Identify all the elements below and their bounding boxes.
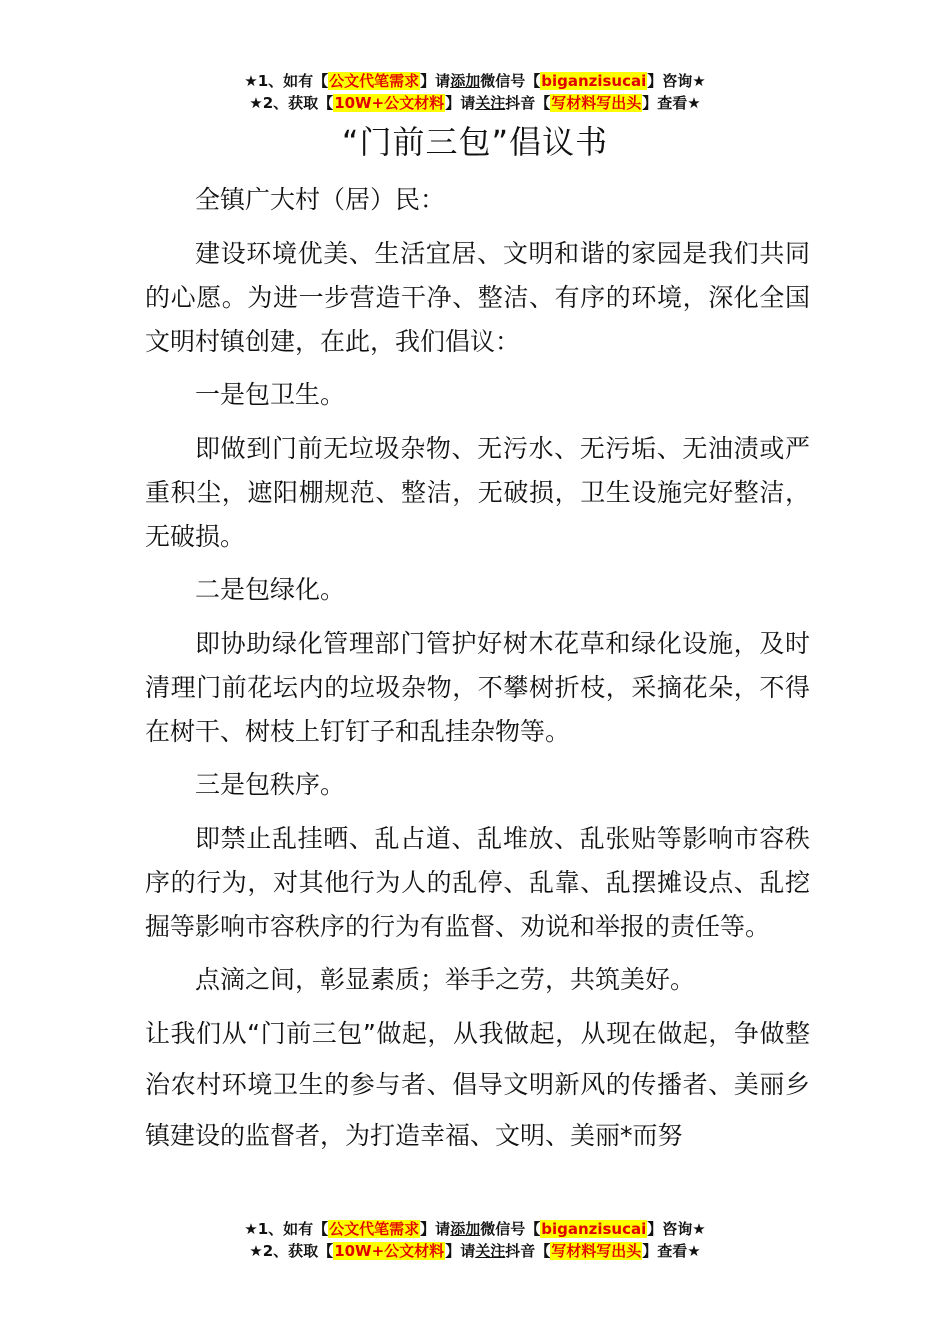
promo-highlight: 10W+公文材料: [334, 94, 445, 112]
item1-heading: 一是包卫生。: [195, 380, 346, 409]
promo-highlight: 10W+公文材料: [334, 1242, 445, 1260]
promo-highlight: biganzisucai: [541, 72, 647, 90]
item2-heading: 二是包绿化。: [195, 575, 346, 604]
promo-highlight: 写材料写出头: [551, 94, 642, 112]
promo-highlight: biganzisucai: [541, 1220, 647, 1238]
closing-paragraph: 让我们从“门前三包”做起，从我做起，从现在做起，争做整治农村环境卫生的参与者、倡导文明新风的传播者、美丽乡镇建设的监督者，为打造幸福、文明、美丽*而努: [145, 1019, 810, 1150]
promo-highlight: 公文代笔需求: [329, 72, 420, 90]
promo-line-2: ★2、获取【10W+公文材料】请关注抖音【写材料写出头】查看★: [249, 94, 701, 112]
item3-paragraph: 即禁止乱挂晒、乱占道、乱堆放、乱张贴等影响市容秩序的行为，对其他行为人的乱停、乱靠、乱摆摊设点、乱挖掘等影响市容秩序的行为有监督、劝说和举报的责任等。: [145, 824, 810, 941]
intro-paragraph: 建设环境优美、生活宜居、文明和谐的家园是我们共同的心愿。为进一步营造干净、整洁、有序的环境，深化全国文明村镇创建，在此，我们倡议：: [145, 239, 810, 356]
closing-slogan: 点滴之间，彰显素质；举手之劳，共筑美好。: [195, 965, 696, 994]
promo-highlight: 写材料写出头: [551, 1242, 642, 1260]
item1-paragraph: 即做到门前无垃圾杂物、无污水、无污垢、无油渍或严重积尘，遮阳棚规范、整洁，无破损，卫生设施完好整洁，无破损。: [145, 434, 810, 551]
promo-banner-bottom: [0, 1218, 950, 1262]
item3-heading: 三是包秩序。: [195, 770, 346, 799]
promo-line-1: ★1、如有【公文代笔需求】请添加微信号【biganzisucai】咨询★: [244, 72, 706, 90]
salutation: 全镇广大村（居）民：: [195, 185, 446, 214]
promo-line-1: ★1、如有【公文代笔需求】请添加微信号【biganzisucai】咨询★: [244, 1220, 706, 1238]
promo-banner-top: [0, 70, 950, 114]
item2-paragraph: 即协助绿化管理部门管护好树木花草和绿化设施，及时清理门前花坛内的垃圾杂物，不攀树折枝，采摘花朵，不得在树干、树枝上钉钉子和乱挂杂物等。: [145, 629, 810, 746]
promo-highlight: 公文代笔需求: [329, 1220, 420, 1238]
document-body: [145, 178, 810, 1161]
promo-line-2: ★2、获取【10W+公文材料】请关注抖音【写材料写出头】查看★: [249, 1242, 701, 1260]
document-title: “门前三包”倡议书: [341, 123, 609, 161]
